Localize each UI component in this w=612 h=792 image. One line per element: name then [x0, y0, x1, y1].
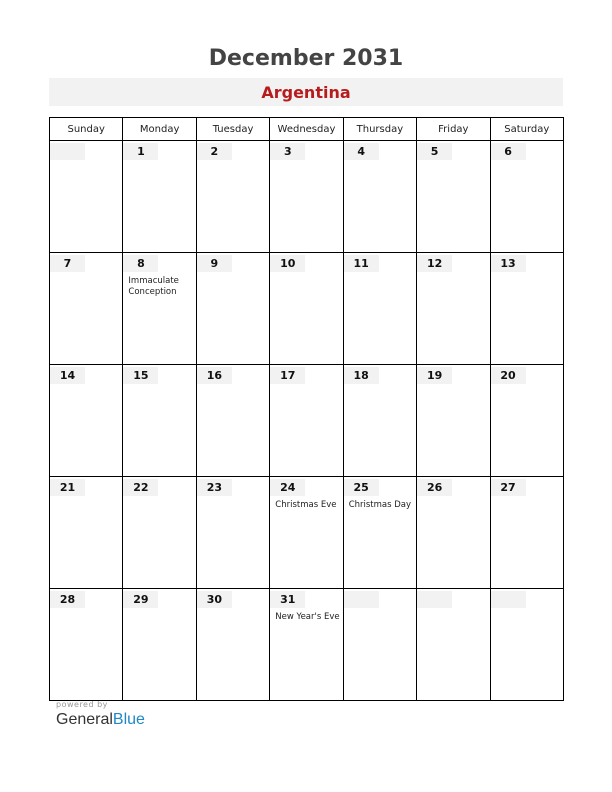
calendar-grid	[49, 117, 564, 697]
day-number: 29	[123, 591, 158, 608]
day-number	[344, 591, 379, 608]
day-number: 22	[123, 479, 158, 496]
day-number: 7	[50, 255, 85, 272]
weekday-wednesday: Wednesday	[270, 118, 343, 141]
calendar-day-cell[interactable]	[196, 365, 269, 477]
holiday-label: New Year's Eve	[275, 612, 340, 622]
calendar-day-cell[interactable]	[490, 141, 563, 253]
day-number: 26	[417, 479, 452, 496]
weekday-tuesday: Tuesday	[196, 118, 269, 141]
calendar-day-cell[interactable]	[50, 365, 123, 477]
calendar-week-row	[50, 141, 564, 253]
day-number: 12	[417, 255, 452, 272]
calendar-day-cell[interactable]	[50, 141, 123, 253]
calendar-week-row	[50, 365, 564, 477]
day-number	[417, 591, 452, 608]
brand-blue: Blue	[112, 711, 145, 728]
calendar-day-cell[interactable]	[490, 477, 563, 589]
weekday-friday: Friday	[417, 118, 490, 141]
day-number: 13	[491, 255, 526, 272]
calendar-day-cell[interactable]	[417, 589, 490, 701]
day-number: 16	[197, 367, 232, 384]
calendar-day-cell[interactable]	[343, 365, 416, 477]
holiday-label: Immaculate Conception	[128, 276, 179, 297]
day-number: 31	[270, 591, 305, 608]
day-number: 28	[50, 591, 85, 608]
day-number: 8	[123, 255, 158, 272]
day-number: 25	[344, 479, 379, 496]
day-number: 9	[197, 255, 232, 272]
day-number	[50, 143, 85, 160]
holiday-label: Christmas Eve	[275, 500, 337, 510]
calendar-day-cell[interactable]	[50, 477, 123, 589]
day-number: 23	[197, 479, 232, 496]
calendar-day-cell[interactable]	[270, 253, 343, 365]
day-number: 15	[123, 367, 158, 384]
footer	[56, 700, 145, 729]
day-number: 14	[50, 367, 85, 384]
day-number: 1	[123, 143, 158, 160]
day-number: 20	[491, 367, 526, 384]
page-title: December 2031	[208, 46, 404, 71]
calendar-day-cell[interactable]	[196, 477, 269, 589]
calendar-day-cell[interactable]	[123, 589, 196, 701]
calendar-day-cell[interactable]	[490, 253, 563, 365]
calendar-day-cell[interactable]	[417, 365, 490, 477]
day-number: 11	[344, 255, 379, 272]
calendar-day-cell[interactable]	[270, 477, 343, 589]
calendar-day-cell[interactable]	[417, 141, 490, 253]
brand-logo[interactable]	[56, 711, 145, 729]
calendar-body	[50, 141, 564, 701]
calendar-day-cell[interactable]	[196, 589, 269, 701]
calendar-day-cell[interactable]	[123, 141, 196, 253]
country-banner	[49, 78, 563, 106]
calendar-day-cell[interactable]	[270, 589, 343, 701]
calendar-day-cell[interactable]	[196, 253, 269, 365]
calendar-day-cell[interactable]	[123, 253, 196, 365]
day-number: 30	[197, 591, 232, 608]
day-number: 24	[270, 479, 305, 496]
powered-by-text: powered by	[56, 700, 108, 709]
weekday-monday: Monday	[123, 118, 196, 141]
day-number: 27	[491, 479, 526, 496]
calendar-week-row	[50, 477, 564, 589]
calendar-day-cell[interactable]	[343, 589, 416, 701]
weekday-header-row	[50, 118, 564, 141]
calendar-table	[49, 117, 564, 701]
weekday-saturday: Saturday	[490, 118, 563, 141]
day-number: 4	[344, 143, 379, 160]
calendar-day-cell[interactable]	[50, 589, 123, 701]
weekday-sunday: Sunday	[50, 118, 123, 141]
day-number: 5	[417, 143, 452, 160]
holiday-label: Christmas Day	[348, 500, 412, 510]
calendar-day-cell[interactable]	[123, 477, 196, 589]
calendar-day-cell[interactable]	[490, 365, 563, 477]
calendar-day-cell[interactable]	[343, 477, 416, 589]
calendar-day-cell[interactable]	[343, 253, 416, 365]
calendar-day-cell[interactable]	[270, 141, 343, 253]
calendar-day-cell[interactable]	[343, 141, 416, 253]
country-name: Argentina	[261, 83, 351, 102]
day-number: 19	[417, 367, 452, 384]
calendar-day-cell[interactable]	[50, 253, 123, 365]
day-number: 18	[344, 367, 379, 384]
calendar-day-cell[interactable]	[417, 253, 490, 365]
day-number: 21	[50, 479, 85, 496]
calendar-week-row	[50, 589, 564, 701]
calendar-week-row	[50, 253, 564, 365]
calendar-day-cell[interactable]	[417, 477, 490, 589]
day-number	[491, 591, 526, 608]
calendar-day-cell[interactable]	[123, 365, 196, 477]
day-number: 17	[270, 367, 305, 384]
calendar-day-cell[interactable]	[490, 589, 563, 701]
day-number: 10	[270, 255, 305, 272]
day-number: 6	[491, 143, 526, 160]
day-number: 3	[270, 143, 305, 160]
weekday-thursday: Thursday	[343, 118, 416, 141]
brand-general: General	[56, 711, 113, 728]
calendar-day-cell[interactable]	[270, 365, 343, 477]
day-number: 2	[197, 143, 232, 160]
calendar-day-cell[interactable]	[196, 141, 269, 253]
